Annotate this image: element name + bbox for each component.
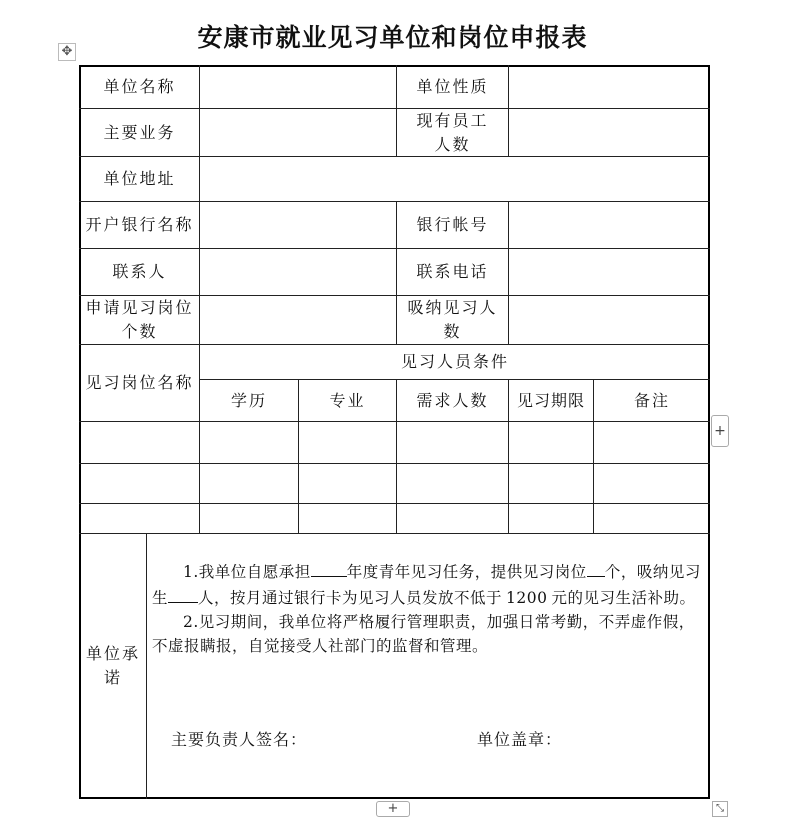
commitment-text (152, 558, 705, 658)
move-icon[interactable]: ✥ (58, 43, 76, 61)
col-divider (508, 65, 509, 157)
label-post-name: 见习岗位名称 (85, 373, 194, 392)
label-conditions: 见习人员条件 (400, 352, 509, 371)
label-absorb-trainees-line1: 吸纳见习人 (407, 298, 498, 317)
page-title: 安康市就业见习单位和岗位申报表 (197, 23, 588, 52)
label-unit-name: 单位名称 (103, 77, 176, 96)
header-demand: 需求人数 (416, 390, 489, 410)
label-staff-count-line1: 现有员工 (416, 110, 489, 130)
label-absorb-trainees (397, 296, 508, 344)
add-row-button[interactable] (376, 801, 410, 817)
blank-trainees[interactable] (168, 584, 198, 603)
commitment-p1-part-a: 1.我单位自愿承担 (183, 563, 311, 581)
col-divider (508, 201, 509, 344)
label-commitment (80, 534, 146, 798)
commitment-paragraph-2: 2.见习期间，我单位将严格履行管理职责，加强日常考勤，不弄虚作假，不虚报瞒报，自觉接受人社部门的监督和管理。 (152, 613, 695, 655)
seal-label: 单位盖章： (477, 730, 563, 749)
row-divider (79, 503, 710, 504)
commitment-p1-part-b: 年度青年见习任务，提供见习岗位 (346, 563, 587, 581)
row-divider (79, 533, 710, 534)
commitment-amount: 1200 (506, 589, 548, 607)
commitment-p1-part-e: 元的见习生活补助。 (551, 589, 696, 607)
commitment-p1-part-c: 个，吸纳见习生 (152, 563, 701, 607)
label-main-business: 主要业务 (103, 122, 176, 142)
label-commitment-line2: 诺 (103, 668, 122, 687)
header-remarks: 备注 (633, 390, 670, 410)
add-column-button[interactable] (711, 415, 729, 447)
label-apply-posts-line1: 申请见习岗位 (85, 298, 194, 317)
label-absorb-trainees-line2: 数 (443, 322, 462, 341)
label-apply-posts-line2: 个数 (121, 322, 158, 341)
label-apply-posts (80, 296, 199, 344)
signature-label: 主要负责人签名： (171, 730, 308, 749)
label-staff-count (397, 109, 508, 156)
commitment-paragraph-1 (152, 558, 705, 610)
row-divider (79, 463, 710, 464)
plus-icon: + (714, 423, 726, 439)
label-unit-nature: 单位性质 (416, 77, 489, 96)
header-period: 见习期限 (516, 390, 585, 410)
label-contact-phone: 联系电话 (416, 262, 489, 281)
header-major: 专业 (329, 390, 366, 410)
label-bank-name: 开户银行名称 (85, 215, 194, 234)
label-contact-person: 联系人 (112, 262, 167, 281)
plus-icon: + (387, 801, 399, 816)
col-divider (199, 65, 200, 533)
blank-posts[interactable] (587, 558, 605, 577)
label-staff-count-line2: 人数 (434, 134, 471, 154)
commitment-p1-part-d: 人，按月通过银行卡为见习人员发放不低于 (198, 589, 503, 607)
label-unit-address: 单位地址 (103, 169, 176, 188)
label-bank-account: 银行帐号 (416, 215, 489, 234)
blank-year[interactable] (311, 558, 347, 577)
resize-icon[interactable]: ⤡ (712, 801, 728, 817)
header-education: 学历 (230, 390, 267, 410)
label-commitment-line1: 单位承 (85, 644, 140, 663)
row-divider (79, 421, 710, 422)
col-divider (146, 533, 147, 799)
